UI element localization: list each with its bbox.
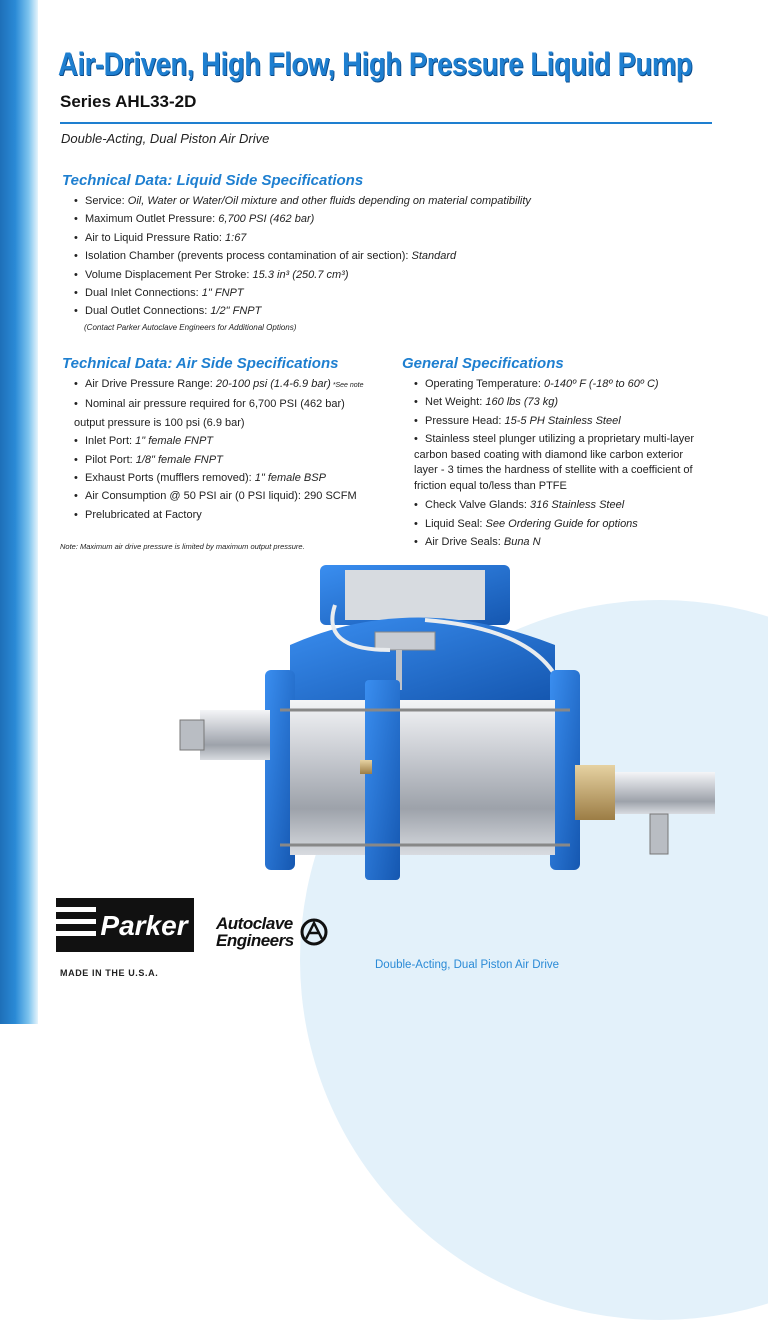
list-item: • Operating Temperature: 0-140º F (-18º to 60º C) — [414, 378, 659, 390]
list-item: • Nominal air pressure required for 6,700 PSI (462 bar) — [74, 398, 345, 411]
liquid-side-heading: Technical Data: Liquid Side Specifications — [62, 172, 364, 189]
liquid-side-note: (Contact Parker Autoclave Engineers for Additional Options) — [84, 322, 297, 332]
right-cylinder — [395, 700, 555, 855]
general-heading: General Specifications — [402, 355, 564, 372]
list-item: • Air to Liquid Pressure Ratio: 1:67 — [74, 231, 247, 244]
list-item: • Pilot Port: 1/8" female FNPT — [74, 453, 223, 466]
left-cylinder — [290, 700, 370, 855]
list-item: • Dual Outlet Connections: 1/2" FNPT — [74, 305, 262, 318]
autoclave-logo-line2: Engineers — [216, 931, 294, 950]
image-caption: Double-Acting, Dual Piston Air Drive — [375, 959, 560, 971]
list-item: • Prelubricated at Factory — [74, 508, 202, 521]
page-title: Air-Driven, High Flow, High Pressure Liquid Pump — [58, 46, 693, 82]
autoclave-logo-line1: Autoclave — [216, 914, 293, 933]
parker-logo — [56, 898, 194, 952]
list-item-continuation: output pressure is 100 psi (6.9 bar) — [74, 416, 245, 429]
left-liquid-end — [200, 710, 270, 760]
list-item: • Volume Displacement Per Stroke: 15.3 in³ (250.7 cm³) — [74, 268, 349, 281]
page-subtitle: Double-Acting, Dual Piston Air Drive — [61, 131, 270, 146]
autoclave-emblem-icon — [300, 918, 328, 946]
upper-bridge — [290, 618, 555, 701]
list-item: • Inlet Port: 1" female FNPT — [74, 435, 214, 448]
header-divider — [60, 122, 712, 124]
list-item: • Stainless steel plunger utilizing a proprietary multi-layer — [414, 433, 695, 446]
manifold — [375, 632, 435, 650]
air-side-heading: Technical Data: Air Side Specifications — [62, 355, 339, 372]
brass-fitting — [360, 760, 372, 774]
air-side-list — [74, 375, 363, 524]
list-item: • Air Drive Seals: Buna N — [414, 536, 541, 549]
right-check-valve — [650, 814, 668, 854]
list-item: • Net Weight: 160 lbs (73 kg) — [414, 396, 559, 409]
list-item-continuation: layer - 3 times the hardness of stellite with a coefficient of — [414, 464, 693, 477]
valve-cover — [345, 570, 485, 620]
list-item: • Exhaust Ports (mufflers removed): 1" female BSP — [74, 472, 326, 485]
list-item-continuation: friction equal to/less than PTFE — [414, 479, 567, 492]
list-item: • Air Drive Pressure Range: 20-100 psi (1.4-6.9 bar) *See note — [74, 378, 364, 390]
autoclave-logo — [216, 915, 328, 949]
list-item: • Pressure Head: 15-5 PH Stainless Steel — [414, 414, 621, 427]
list-item: • Maximum Outlet Pressure: 6,700 PSI (462 bar) — [74, 213, 315, 226]
liquid-side-list — [74, 192, 531, 335]
left-gradient-bar — [0, 0, 38, 1024]
pump-illustration — [170, 560, 730, 900]
list-item: • Liquid Seal: See Ordering Guide for options — [414, 517, 638, 530]
list-item: • Check Valve Glands: 316 Stainless Steel — [414, 499, 625, 512]
parker-logo-text: Parker — [100, 910, 188, 941]
list-item-continuation: carbon based coating with diamond like carbon exterior — [414, 448, 684, 461]
made-in-usa: MADE IN THE U.S.A. — [60, 968, 159, 978]
list-item: • Isolation Chamber (prevents process contamination of air section): Standard — [74, 250, 457, 263]
air-side-note: Note: Maximum air drive pressure is limited by maximum output pressure. — [60, 542, 305, 551]
list-item: • Service: Oil, Water or Water/Oil mixture and other fluids depending on material compatibility — [74, 195, 531, 207]
right-liquid-end — [615, 772, 715, 814]
list-item: • Air Consumption @ 50 PSI air (0 PSI liquid): 290 SCFM — [74, 490, 357, 503]
general-list — [414, 375, 694, 551]
list-item: • Dual Inlet Connections: 1" FNPT — [74, 287, 244, 300]
series-label: Series AHL33-2D — [60, 92, 197, 111]
right-gland — [575, 765, 615, 820]
left-check-valve — [180, 720, 204, 750]
